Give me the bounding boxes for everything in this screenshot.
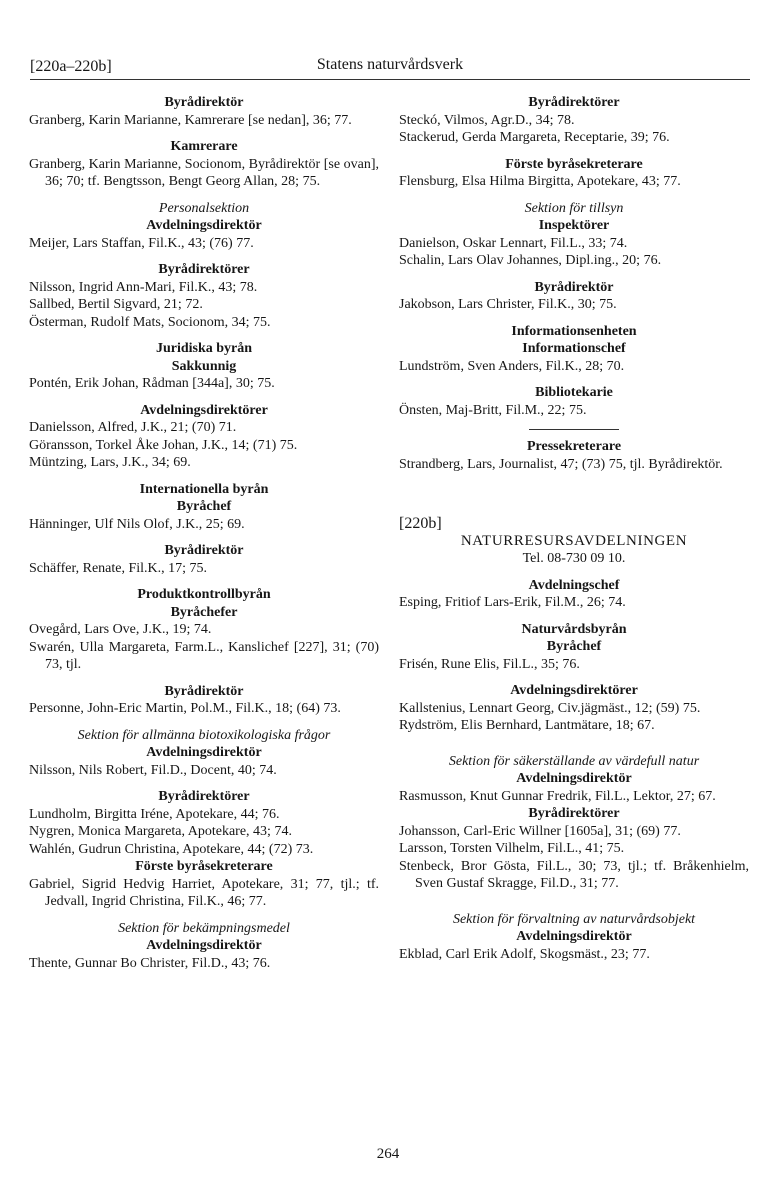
person-entry: Granberg, Karin Marianne, Socionom, Byrådirektör [se ovan], 36; 70; tf. Bengtsson, Bengt Georg Allan, 28; 75. bbox=[29, 156, 379, 189]
person-entry: Müntzing, Lars, J.K., 34; 69. bbox=[29, 455, 191, 470]
role-heading: Byråchef bbox=[546, 639, 602, 654]
header-rule bbox=[30, 79, 750, 80]
role-heading: Förste byråsekreterare bbox=[505, 156, 643, 172]
person-entry: Larsson, Torsten Vilhelm, Fil.L., 41; 75. bbox=[399, 841, 625, 856]
person-entry: Jakobson, Lars Christer, Fil.K., 30; 75. bbox=[399, 297, 617, 312]
person-entry: Frisén, Rune Elis, Fil.L., 35; 76. bbox=[399, 656, 580, 672]
role-heading: Byråchef bbox=[176, 499, 232, 514]
person-entry: Johansson, Carl-Eric Willner [1605a], 31; (69) 77. bbox=[399, 823, 681, 839]
section-heading: Sektion för förvaltning av naturvårdsobjekt bbox=[452, 911, 696, 927]
role-heading: Byråchefer bbox=[170, 604, 238, 620]
role-heading: Avdelningsdirektör bbox=[146, 938, 262, 953]
person-entry: Nilsson, Nils Robert, Fil.D., Docent, 40; 74. bbox=[29, 762, 277, 778]
person-entry: Stenbeck, Bror Gösta, Fil.L., 30; 73, tjl.; tf. Bråkenhielm, Sven Gustaf Skragge, Fil.D., 31; 77. bbox=[399, 858, 749, 891]
role-heading: Kamrerare bbox=[170, 139, 238, 154]
section-heading: Personalsektion bbox=[158, 200, 250, 216]
person-entry: Göransson, Torkel Åke Johan, J.K., 14; (71) 75. bbox=[29, 437, 298, 453]
role-heading: Avdelningsdirektör bbox=[516, 929, 632, 944]
person-entry: Ekblad, Carl Erik Adolf, Skogsmäst., 23; 77. bbox=[399, 946, 650, 962]
role-heading: Byrådirektör bbox=[164, 543, 244, 558]
role-heading: Byrådirektörer bbox=[158, 262, 250, 277]
section-heading: Sektion för bekämpningsmedel bbox=[118, 920, 290, 936]
person-entry: Flensburg, Elsa Hilma Birgitta, Apotekare, 43; 77. bbox=[399, 174, 681, 189]
separator-rule bbox=[529, 429, 619, 430]
person-entry: Nilsson, Ingrid Ann-Mari, Fil.K., 43; 78. bbox=[29, 279, 258, 295]
role-heading: Internationella byrån bbox=[139, 481, 269, 497]
role-heading: Byrådirektör bbox=[164, 95, 244, 110]
left-column bbox=[29, 94, 379, 972]
role-heading: Produktkontrollbyrån bbox=[137, 587, 271, 602]
role-heading: Byrådirektör bbox=[534, 279, 614, 295]
person-entry: Steckó, Vilmos, Agr.D., 34; 78. bbox=[399, 112, 575, 128]
person-entry: Meijer, Lars Staffan, Fil.K., 43; (76) 77. bbox=[29, 235, 254, 251]
person-entry: Thente, Gunnar Bo Christer, Fil.D., 43; 76. bbox=[29, 955, 271, 971]
person-entry: Danielsson, Alfred, J.K., 21; (70) 71. bbox=[29, 420, 237, 435]
person-entry: Lundholm, Birgitta Iréne, Apotekare, 44; 76. bbox=[29, 806, 280, 822]
section-code: [220b] bbox=[399, 515, 442, 532]
person-entry: Ovegård, Lars Ove, J.K., 19; 74. bbox=[29, 622, 212, 637]
role-heading: Informationsenheten bbox=[511, 323, 637, 339]
person-entry: Önsten, Maj-Britt, Fil.M., 22; 75. bbox=[399, 402, 587, 418]
role-heading: Avdelningsdirektör bbox=[146, 745, 262, 760]
person-entry: Swarén, Ulla Margareta, Farm.L., Kanslichef [227], 31; (70) 73, tjl. bbox=[29, 639, 379, 672]
role-heading: Byrådirektörer bbox=[158, 789, 250, 804]
person-entry: Granberg, Karin Marianne, Kamrerare [se nedan], 36; 77. bbox=[29, 112, 352, 128]
right-column bbox=[399, 94, 749, 963]
person-entry: Pontén, Erik Johan, Rådman [344a], 30; 75. bbox=[29, 376, 275, 391]
role-heading: Informationschef bbox=[522, 341, 626, 356]
running-title: Statens naturvårdsverk bbox=[316, 56, 464, 73]
person-entry: Hänninger, Ulf Nils Olof, J.K., 25; 69. bbox=[29, 516, 245, 532]
role-heading: Avdelningsdirektörer bbox=[140, 402, 268, 418]
section-heading: Sektion för allmänna biotoxikologiska frågor bbox=[77, 727, 331, 743]
role-heading: Inspektörer bbox=[538, 218, 610, 233]
role-heading: Juridiska byrån bbox=[155, 341, 253, 356]
person-entry: Danielson, Oskar Lennart, Fil.L., 33; 74. bbox=[399, 235, 628, 251]
person-entry: Wahlén, Gudrun Christina, Apotekare, 44; (72) 73. bbox=[29, 841, 314, 857]
page-number: 264 bbox=[376, 1146, 400, 1162]
role-heading: Förste byråsekreterare bbox=[135, 859, 273, 874]
section-range: [220a–220b] bbox=[30, 58, 112, 75]
phone-line: Tel. 08-730 09 10. bbox=[522, 551, 626, 566]
role-heading: Byrådirektörer bbox=[528, 95, 620, 110]
person-entry: Kallstenius, Lennart Georg, Civ.jägmäst., 12; (59) 75. bbox=[399, 700, 701, 716]
role-heading: Sakkunnig bbox=[171, 358, 237, 374]
role-heading: Avdelningsdirektör bbox=[146, 218, 262, 233]
department-title: NATURRESURSAVDELNINGEN bbox=[460, 532, 688, 549]
role-heading: Pressekreterare bbox=[526, 439, 622, 454]
person-entry: Personne, John-Eric Martin, Pol.M., Fil.K., 18; (64) 73. bbox=[29, 701, 341, 716]
person-entry: Österman, Rudolf Mats, Socionom, 34; 75. bbox=[29, 314, 271, 330]
person-entry: Rydström, Elis Bernhard, Lantmätare, 18; 67. bbox=[399, 718, 655, 733]
person-entry: Sallbed, Bertil Sigvard, 21; 72. bbox=[29, 297, 203, 312]
person-entry: Rasmusson, Knut Gunnar Fredrik, Fil.L., Lektor, 27; 67. bbox=[399, 788, 716, 804]
person-entry: Lundström, Sven Anders, Fil.K., 28; 70. bbox=[399, 358, 625, 374]
section-heading: Sektion för säkerställande av värdefull natur bbox=[448, 753, 700, 769]
person-entry: Gabriel, Sigrid Hedvig Harriet, Apotekare, 31; 77, tjl.; tf. Jedvall, Ingrid Christina, Fil.K., 46; 77. bbox=[29, 876, 379, 909]
role-heading: Bibliotekarie bbox=[535, 385, 613, 400]
page-header bbox=[30, 56, 750, 78]
person-entry: Schalin, Lars Olav Johannes, Dipl.ing., 20; 76. bbox=[399, 253, 662, 268]
role-heading: Byrådirektörer bbox=[528, 806, 620, 821]
role-heading: Naturvårdsbyrån bbox=[521, 621, 627, 637]
person-entry: Stackerud, Gerda Margareta, Receptarie, 39; 76. bbox=[399, 130, 670, 145]
role-heading: Avdelningsdirektörer bbox=[510, 683, 638, 698]
person-entry: Schäffer, Renate, Fil.K., 17; 75. bbox=[29, 560, 208, 576]
role-heading: Avdelningsdirektör bbox=[516, 771, 632, 786]
section-heading: Sektion för tillsyn bbox=[524, 200, 624, 216]
person-entry: Esping, Fritiof Lars-Erik, Fil.M., 26; 74. bbox=[399, 595, 626, 610]
role-heading: Avdelningschef bbox=[528, 577, 620, 593]
person-entry: Strandberg, Lars, Journalist, 47; (73) 75, tjl. Byrådirektör. bbox=[399, 456, 723, 472]
person-entry: Nygren, Monica Margareta, Apotekare, 43; 74. bbox=[29, 824, 292, 839]
role-heading: Byrådirektör bbox=[164, 683, 244, 699]
